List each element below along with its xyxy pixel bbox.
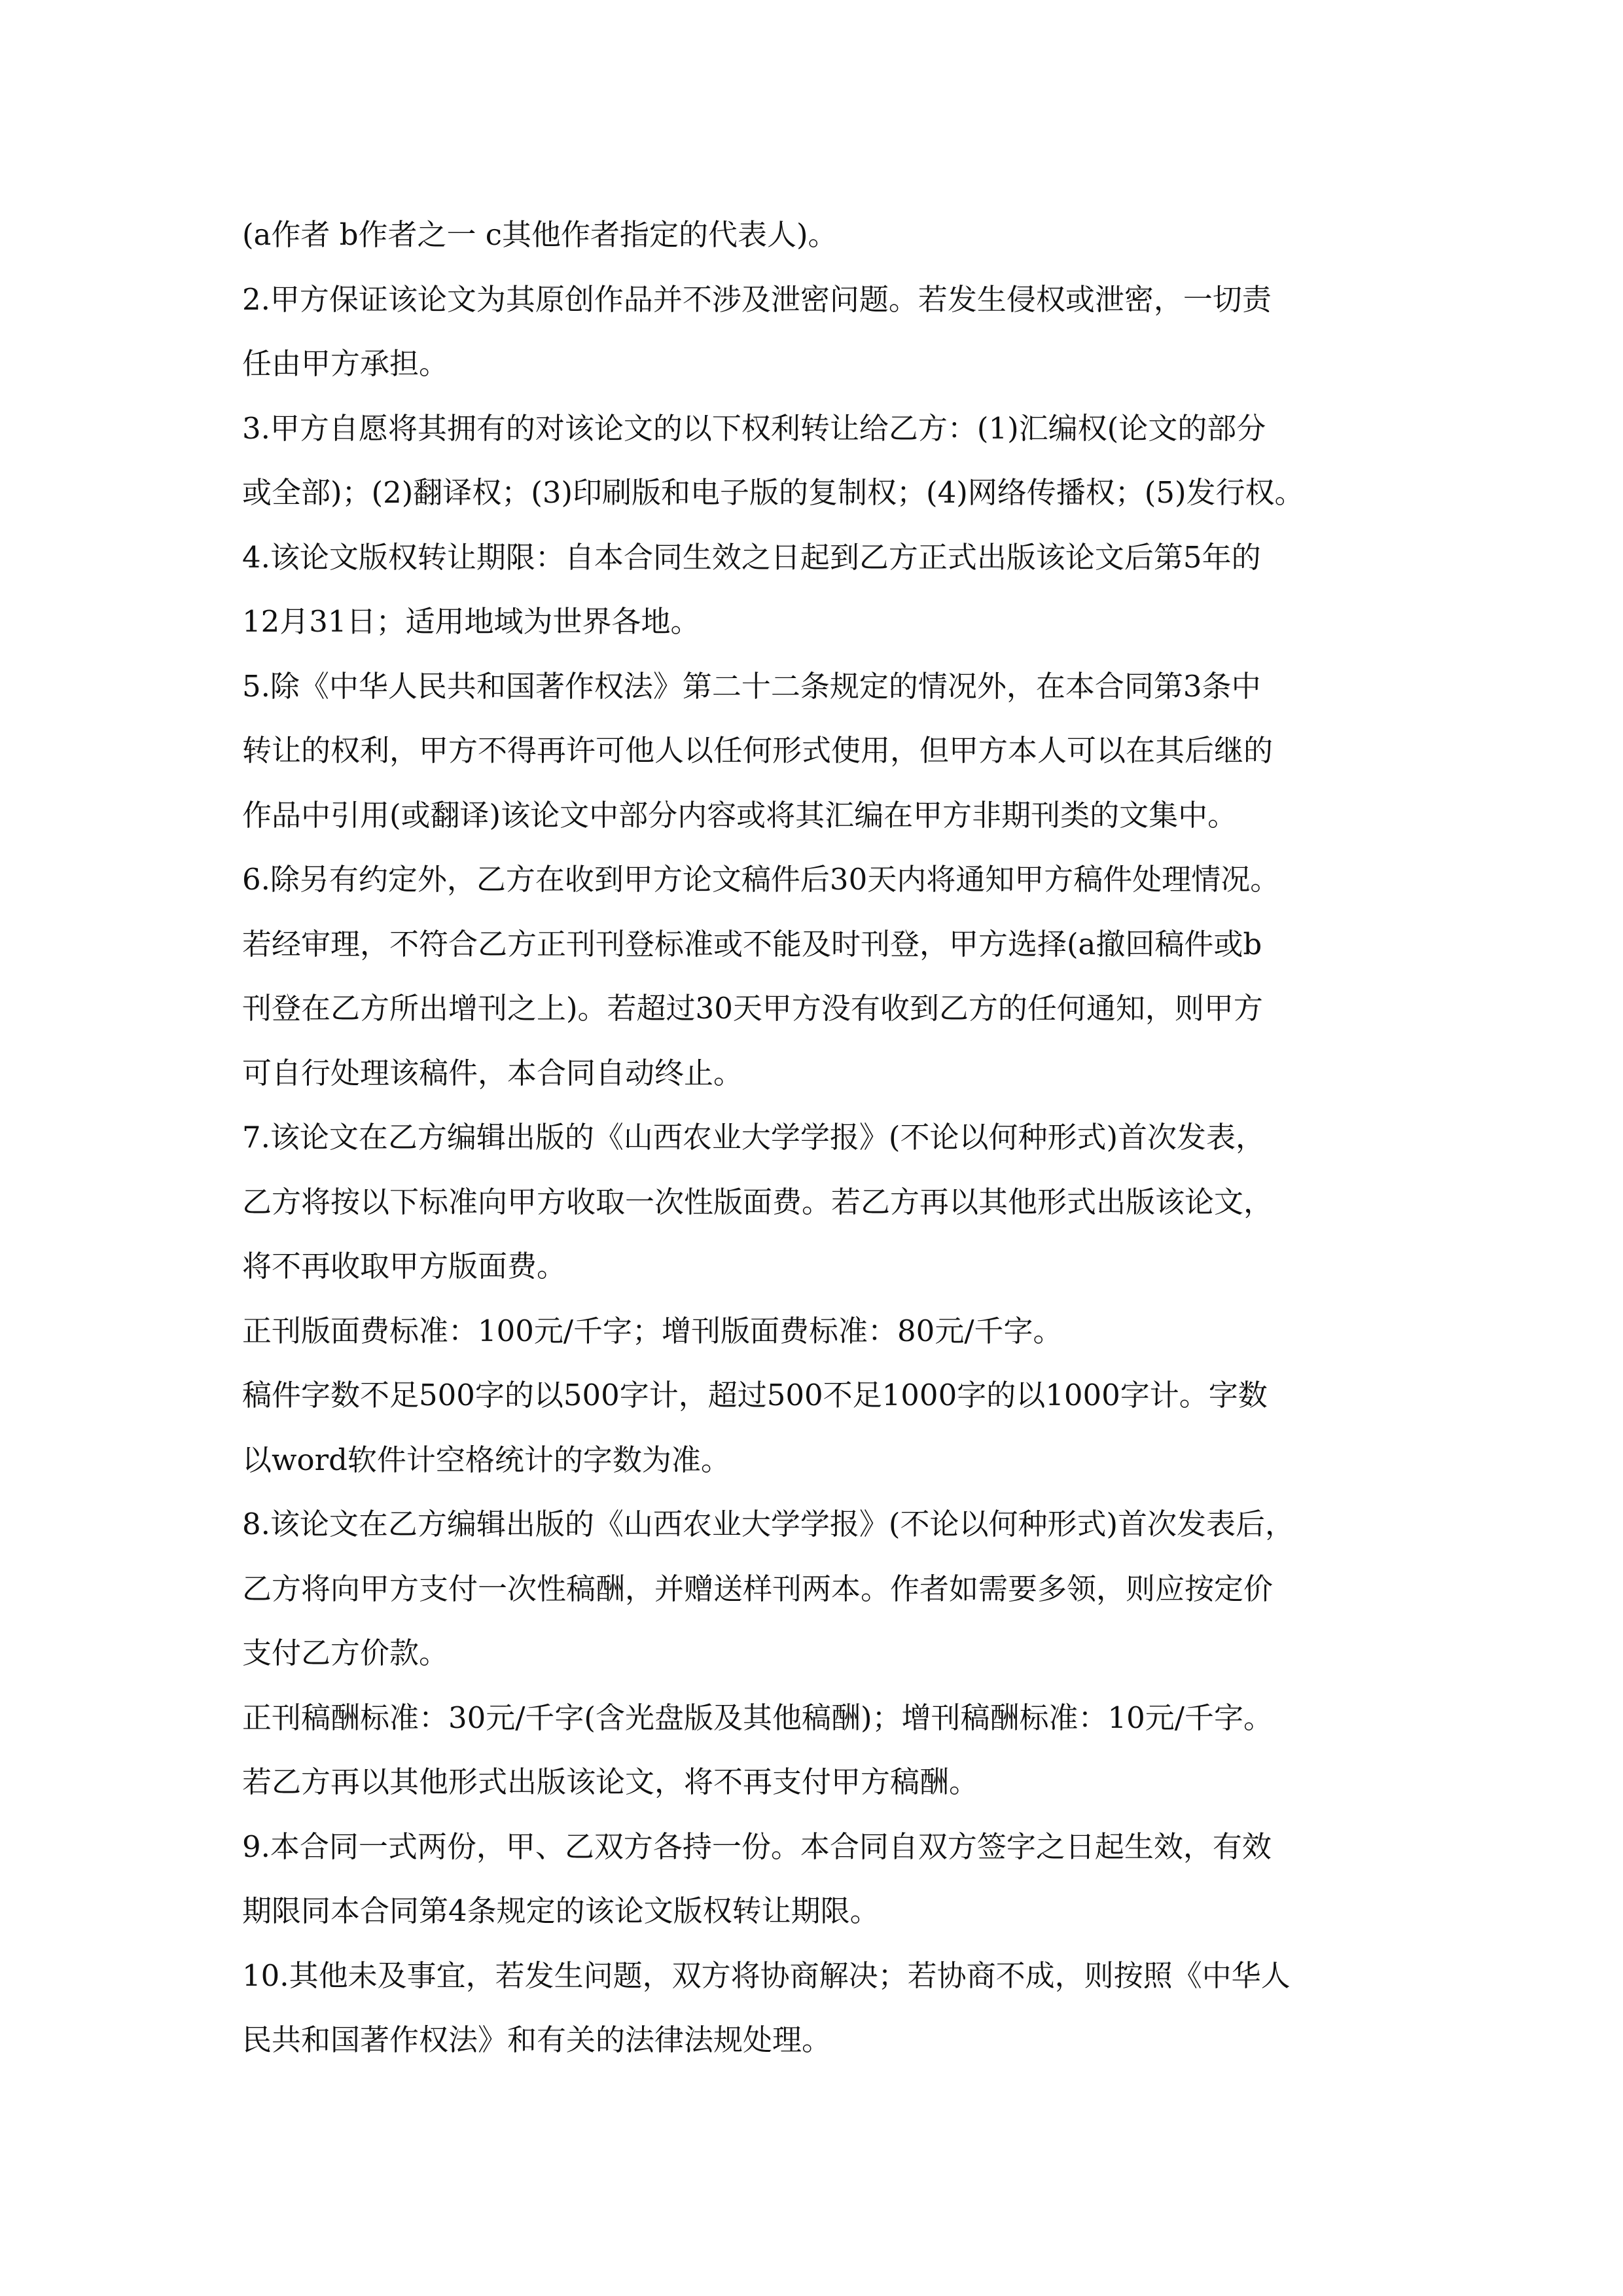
text-line-17: 将不再收取甲方版面费。 <box>242 1249 567 1283</box>
text-line-21: 8.该论文在乙方编辑出版的《山西农业大学学报》(不论以何种形式)首次发表后， <box>242 1507 1295 1541</box>
text-line-18: 正刊版面费标准：100元/千字；增刊版面费标准：80元/千字。 <box>242 1313 1063 1348</box>
text-line-5: 或全部)；(2)翻译权；(3)印刷版和电子版的复制权；(4)网络传播权；(5)发行权。 <box>242 475 1304 510</box>
text-line-2: 2.甲方保证该论文为其原创作品并不涉及泄密问题。若发生侵权或泄密，一切责 <box>242 281 1272 317</box>
text-line-4: 3.甲方自愿将其拥有的对该论文的以下权利转让给乙方：(1)汇编权(论文的部分 <box>242 410 1266 446</box>
text-line-28: 10.其他未及事宜，若发生问题，双方将协商解决；若协商不成，则按照《中华人 <box>242 1958 1291 1993</box>
text-line-3: 任由甲方承担。 <box>242 346 449 381</box>
text-line-7: 12月31日；适用地域为世界各地。 <box>242 604 700 639</box>
text-line-9: 转让的权利，甲方不得再许可他人以任何形式使用，但甲方本人可以在其后继的 <box>242 733 1274 768</box>
text-line-8: 5.除《中华人民共和国著作权法》第二十二条规定的情况外，在本合同第3条中 <box>242 668 1261 704</box>
text-line-15: 7.该论文在乙方编辑出版的《山西农业大学学报》(不论以何种形式)首次发表， <box>242 1120 1266 1155</box>
text-line-20: 以word软件计空格统计的字数为准。 <box>242 1442 730 1477</box>
text-line-11: 6.除另有约定外，乙方在收到甲方论文稿件后30天内将通知甲方稿件处理情况。 <box>242 862 1280 897</box>
text-line-23: 支付乙方价款。 <box>242 1636 449 1670</box>
text-line-25: 若乙方再以其他形式出版该论文，将不再支付甲方稿酬。 <box>242 1765 979 1799</box>
text-line-19: 稿件字数不足500字的以500字计，超过500不足1000字的以1000字计。字数 <box>242 1378 1268 1412</box>
text-line-16: 乙方将按以下标准向甲方收取一次性版面费。若乙方再以其他形式出版该论文， <box>242 1184 1274 1219</box>
text-line-10: 作品中引用(或翻译)该论文中部分内容或将其汇编在甲方非期刊类的文集中。 <box>242 797 1238 833</box>
text-line-13: 刊登在乙方所出增刊之上)。若超过30天甲方没有收到乙方的任何通知，则甲方 <box>242 991 1263 1026</box>
text-line-14: 可自行处理该稿件，本合同自动终止。 <box>242 1055 743 1090</box>
document-body <box>242 203 1394 2073</box>
text-line-22: 乙方将向甲方支付一次性稿酬，并赠送样刊两本。作者如需要多领，则应按定价 <box>242 1571 1274 1606</box>
text-line-12: 若经审理，不符合乙方正刊刊登标准或不能及时刊登，甲方选择(a撤回稿件或b <box>242 926 1262 961</box>
text-line-1: (a作者 b作者之一 c其他作者指定的代表人)。 <box>242 217 838 252</box>
text-line-24: 正刊稿酬标准：30元/千字(含光盘版及其他稿酬)；增刊稿酬标准：10元/千字。 <box>242 1700 1273 1735</box>
text-line-27: 期限同本合同第4条规定的该论文版权转让期限。 <box>242 1893 880 1928</box>
text-line-29: 民共和国著作权法》和有关的法律法规处理。 <box>242 2022 832 2057</box>
text-line-26: 9.本合同一式两份，甲、乙双方各持一份。本合同自双方签字之日起生效，有效 <box>242 1829 1272 1864</box>
text-line-6: 4.该论文版权转让期限：自本合同生效之日起到乙方正式出版该论文后第5年的 <box>242 539 1261 575</box>
